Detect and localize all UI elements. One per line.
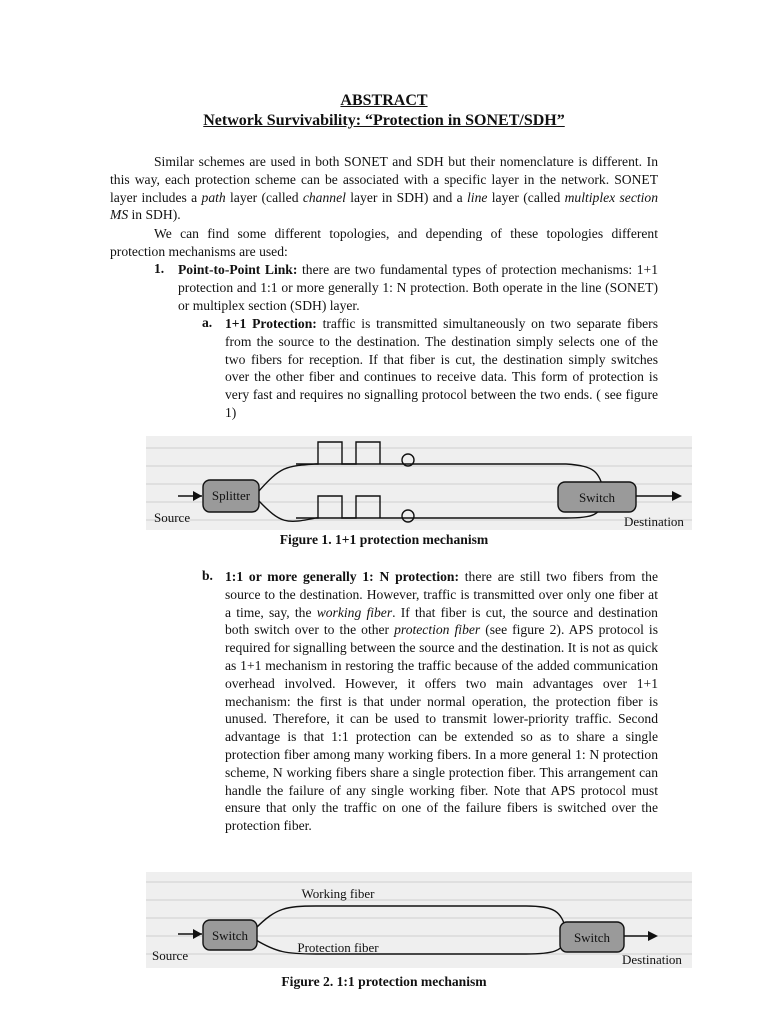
source-label: Source: [152, 948, 189, 963]
doc-subtitle: Network Survivability: “Protection in SONET/SDH”: [203, 112, 565, 129]
switch-left-label: Switch: [211, 928, 249, 943]
paragraph-intro: Similar schemes are used in both SONET and SDH but their nomenclature is different. In this way, each protection scheme can be associated with a specific layer in the network. SONET layer includes a path layer (called channel layer in SDH) and a line layer (called multiplex section MS in SDH).: [110, 154, 659, 223]
destination-label: Destination: [624, 514, 684, 529]
source-label: Source: [154, 510, 191, 525]
list-letter-b: b.: [202, 568, 213, 583]
list-letter-a: a.: [202, 315, 213, 330]
splitter-label: Splitter: [211, 488, 251, 503]
list-number-1: 1.: [154, 261, 165, 276]
doc-title: ABSTRACT: [340, 92, 428, 109]
figure-2-diagram: [146, 872, 692, 968]
destination-label: Destination: [622, 952, 682, 967]
paragraph-topologies: We can find some different topologies, and depending of these topologies different protection mechanisms are used:: [110, 226, 658, 259]
working-fiber-label: Working fiber: [301, 886, 375, 901]
list-item-1plus1: 1+1 Protection: traffic is transmitted simultaneously on two separate fibers from the source to the destination. The destination simply selects one of the two fibers for reception. If that fiber is cut, the destination simply switches over the other fiber and continues to receive data. This form of protection is very fast and requires no signalling protocol between the two ends. ( see figure 1): [225, 316, 658, 420]
list-item-point-to-point: Point-to-Point Link: there are two fundamental types of protection mechanisms: 1+1 protection and 1:1 or more generally 1: N protection. Both operate in the line (SONET) or multiplex section (SDH) layer.: [178, 262, 658, 313]
figure-1-diagram: [146, 436, 692, 530]
switch-label: Switch: [578, 490, 616, 505]
list-item-1to1: 1:1 or more generally 1: N protection: there are still two fibers from the source to the destination. However, traffic is transmitted over only one fiber at a time, say, the working fiber. If that fiber is cut, the source and destination both switch over to the other protection fiber (see figure 2). APS protocol is required for signalling between the source and the destination. It is not as quick as 1+1 mechanism in restoring the traffic because of the added communication overhead involved. However, it offers two main advantages over 1+1 mechanism: the first is that under normal operation, the protection fiber is unused. Therefore, it can be used to transmit lower-priority traffic. Second advantage is that 1:1 protection can be extended so as to share a single protection fiber among many working fibers. In a more general 1: N protection scheme, N working fibers share a single protection fiber. This arrangement can handle the failure of any single working fiber. Note that APS protocol must ensure that only the traffic on one of the failure fibers is switched over the protection fiber.: [225, 569, 658, 834]
figure-1-caption: Figure 1. 1+1 protection mechanism: [279, 532, 489, 547]
switch-right-label: Switch: [573, 930, 611, 945]
protection-fiber-label: Protection fiber: [297, 940, 379, 955]
figure-2-caption: Figure 2. 1:1 protection mechanism: [281, 974, 487, 989]
